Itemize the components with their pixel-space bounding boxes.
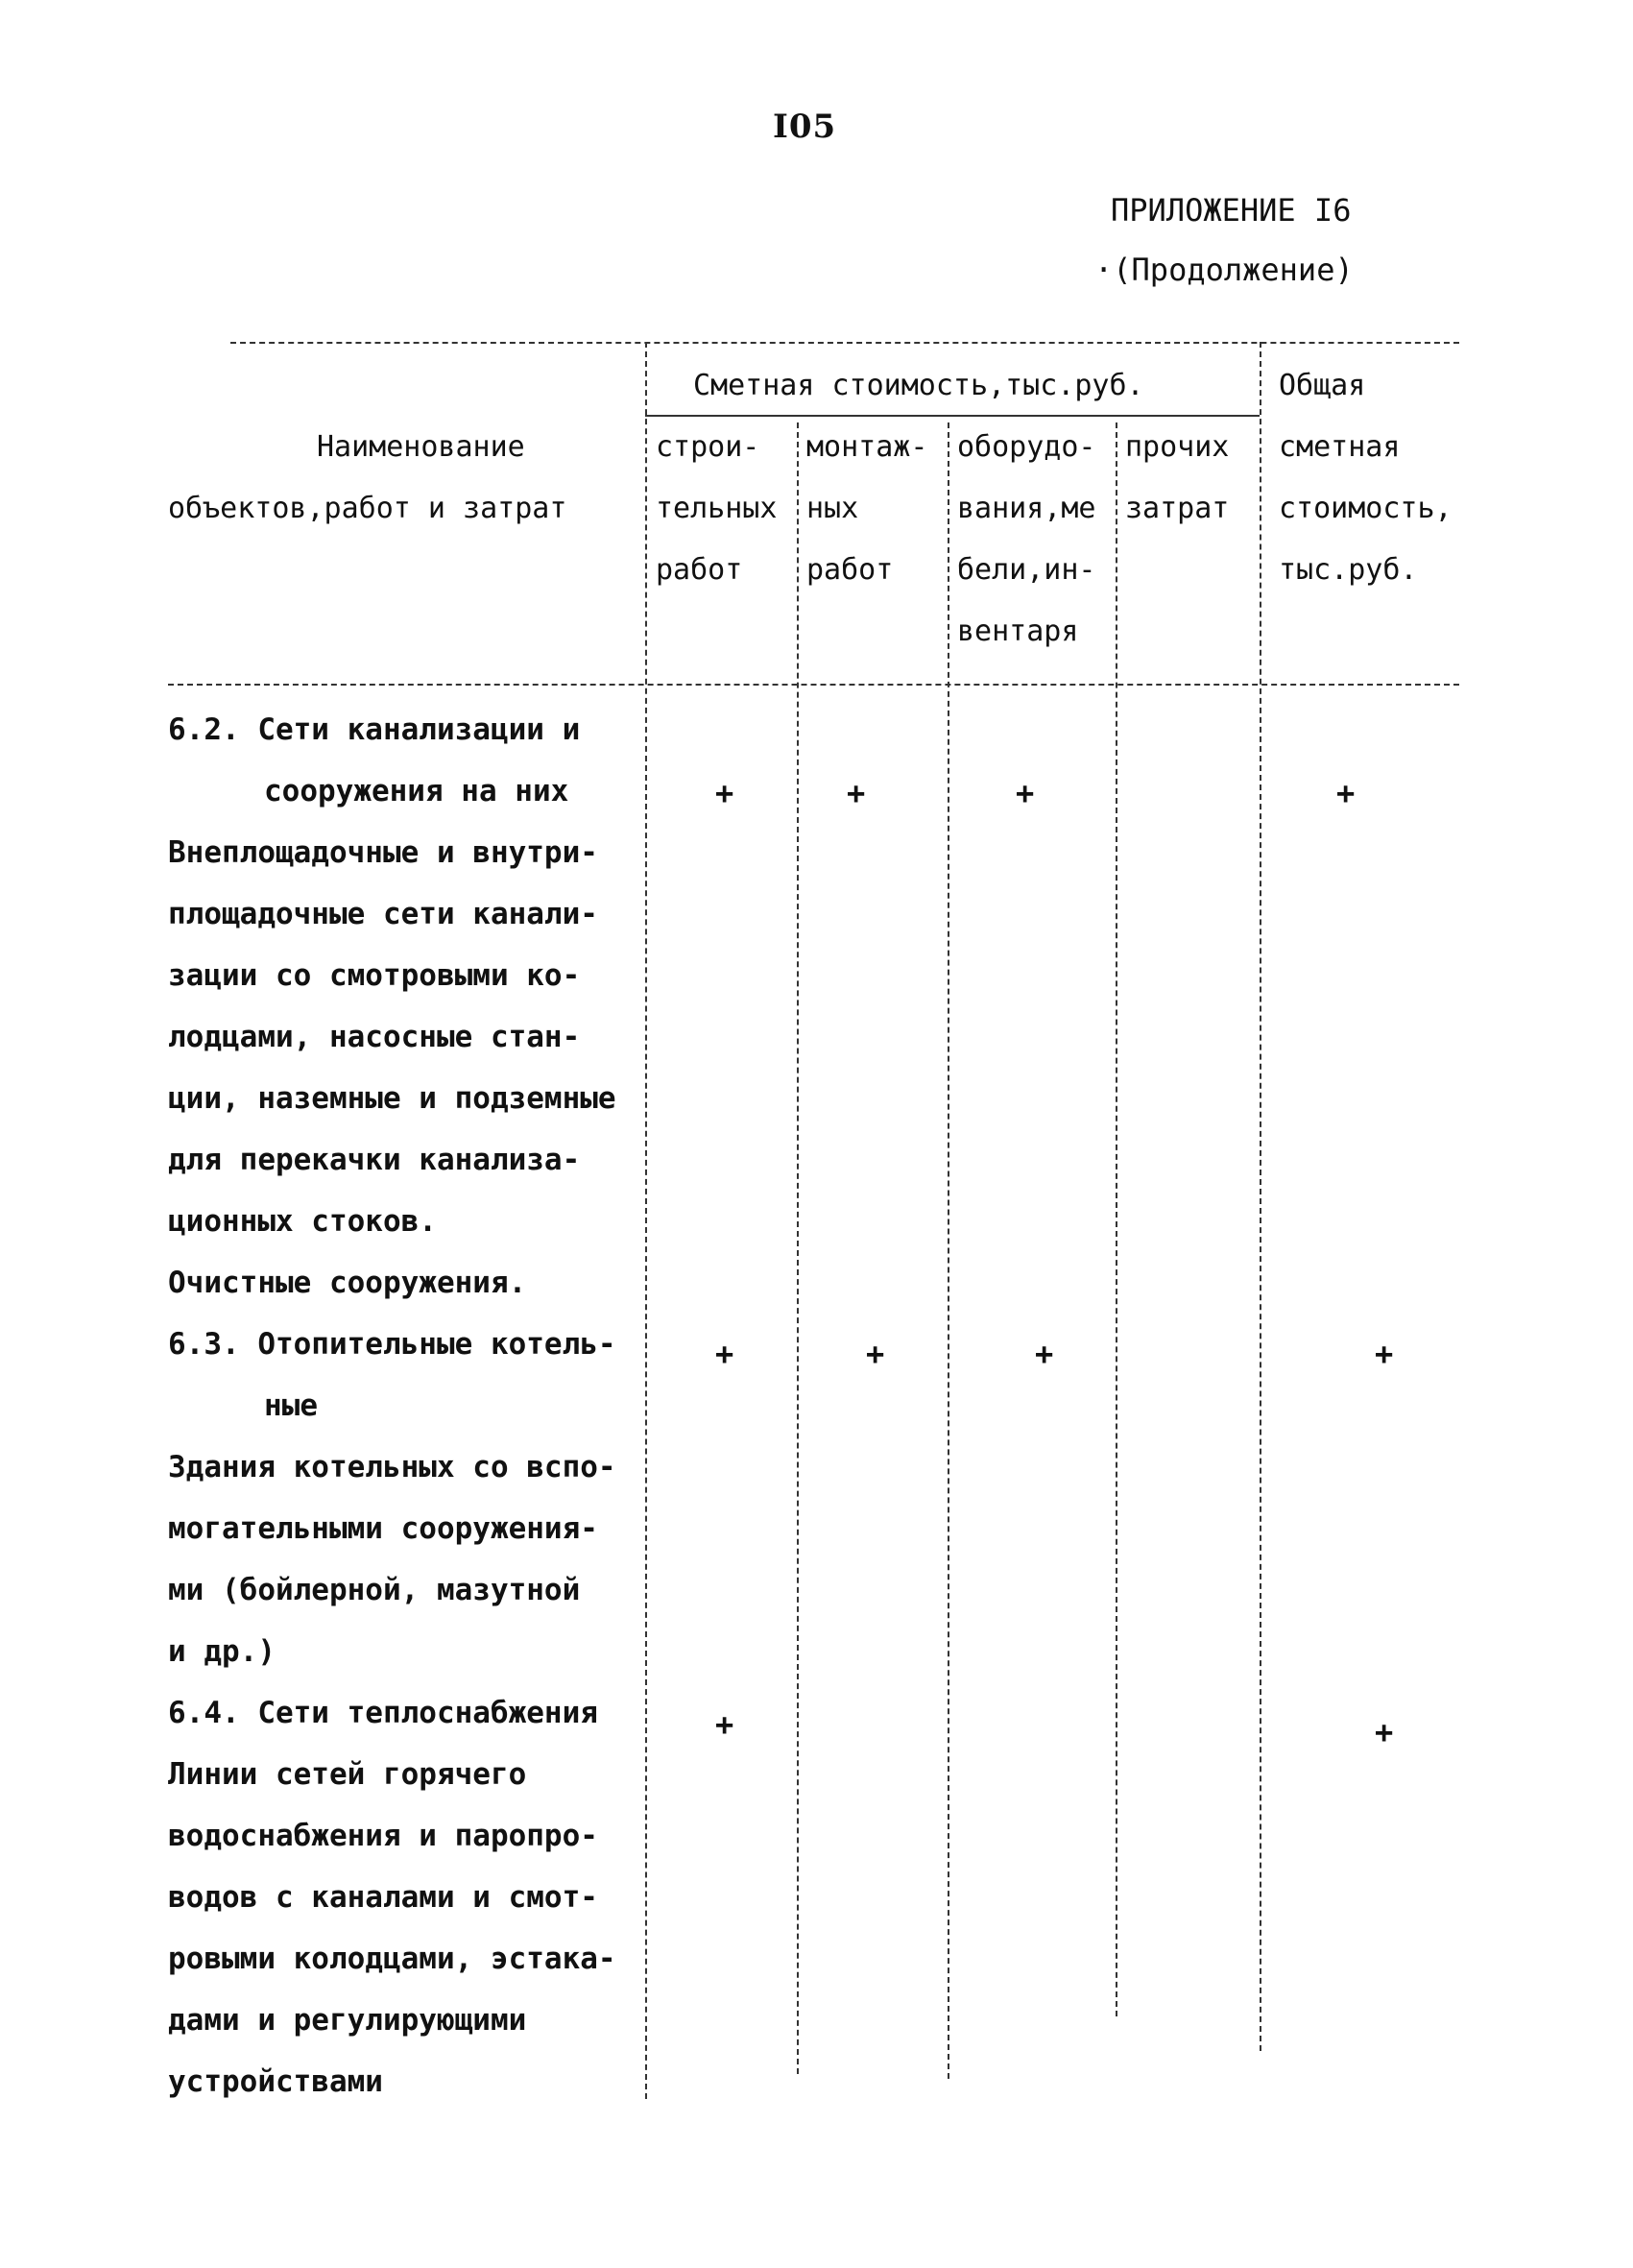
body-line: и др.) (168, 1634, 276, 1669)
header-total-line-2: сметная (1279, 430, 1401, 464)
body-line: ционных стоков. (168, 1204, 437, 1239)
header-other-line-1: прочих (1125, 430, 1230, 464)
body-line: сооружения на них (264, 774, 569, 808)
header-equipment-line-2: вания,ме (957, 492, 1096, 525)
header-other-line-2: затрат (1125, 492, 1230, 525)
header-equipment-line-4: вентаря (957, 615, 1079, 648)
appendix-title: ПРИЛОЖЕНИЕ I6 (1111, 192, 1352, 229)
body-line: ровыми колодцами, эстака- (168, 1942, 616, 1976)
header-name-line-2: объектов,работ и затрат (168, 492, 567, 525)
column-divider-construction (797, 422, 799, 2074)
mark-6-2-total: + (1336, 775, 1356, 811)
header-total-line-3: стоимость, (1279, 492, 1453, 525)
mark-6-4-construction: + (715, 1706, 734, 1743)
body-line: ные (264, 1388, 318, 1423)
column-divider-other (1260, 342, 1261, 2051)
column-divider-equipment (1116, 422, 1117, 2016)
header-installation-line-3: работ (806, 553, 894, 587)
header-installation-line-2: ных (806, 492, 859, 525)
body-line: зации со смотровыми ко- (168, 958, 581, 993)
body-line: Внеплощадочные и внутри- (168, 835, 598, 870)
body-line: ми (бойлерной, мазутной (168, 1573, 581, 1607)
appendix-continuation: ·(Продолжение) (1094, 252, 1354, 288)
body-line: Очистные сооружения. (168, 1266, 527, 1300)
header-equipment-line-1: оборудо- (957, 430, 1096, 464)
mark-6-3-installation: + (866, 1336, 885, 1372)
mark-6-3-equipment: + (1035, 1336, 1054, 1372)
body-line: 6.4. Сети теплоснабжения (168, 1696, 598, 1730)
column-divider-installation (948, 422, 949, 2079)
mark-6-2-equipment: + (1016, 775, 1035, 811)
mark-6-2-construction: + (715, 775, 734, 811)
mark-6-4-total: + (1375, 1714, 1394, 1750)
body-line: 6.2. Сети канализации и (168, 712, 581, 747)
body-line: Линии сетей горячего (168, 1757, 527, 1792)
mark-6-2-installation: + (847, 775, 866, 811)
body-line: водоснабжения и паропро- (168, 1819, 598, 1853)
header-construction-line-2: тельных (656, 492, 778, 525)
body-line: лодцами, насосные стан- (168, 1020, 581, 1054)
header-construction-line-1: строи- (656, 430, 760, 464)
table-top-rule (230, 342, 1459, 344)
header-equipment-line-3: бели,ин- (957, 553, 1096, 587)
column-divider-name (645, 342, 647, 2099)
header-estimated-cost-group: Сметная стоимость,тыс.руб. (693, 369, 1144, 402)
header-bottom-rule (168, 684, 1459, 686)
mark-6-3-total: + (1375, 1336, 1394, 1372)
header-construction-line-3: работ (656, 553, 743, 587)
page-number: I05 (773, 108, 837, 146)
header-total-line-4: тыс.руб. (1279, 553, 1418, 587)
header-name-line-1: Наименование (317, 430, 525, 464)
body-line: устройствами (168, 2064, 383, 2099)
body-line: 6.3. Отопительные котель- (168, 1327, 616, 1362)
body-line: ции, наземные и подземные (168, 1081, 616, 1116)
header-installation-line-1: монтаж- (806, 430, 928, 464)
body-line: площадочные сети канали- (168, 897, 598, 931)
body-line: для перекачки канализа- (168, 1143, 581, 1177)
body-line: Здания котельных со вспо- (168, 1450, 616, 1484)
body-line: водов с каналами и смот- (168, 1880, 598, 1915)
body-line: могательными сооружения- (168, 1511, 598, 1546)
mark-6-3-construction: + (715, 1336, 734, 1372)
header-total-line-1: Общая (1279, 369, 1366, 402)
body-line: дами и регулирующими (168, 2003, 527, 2038)
